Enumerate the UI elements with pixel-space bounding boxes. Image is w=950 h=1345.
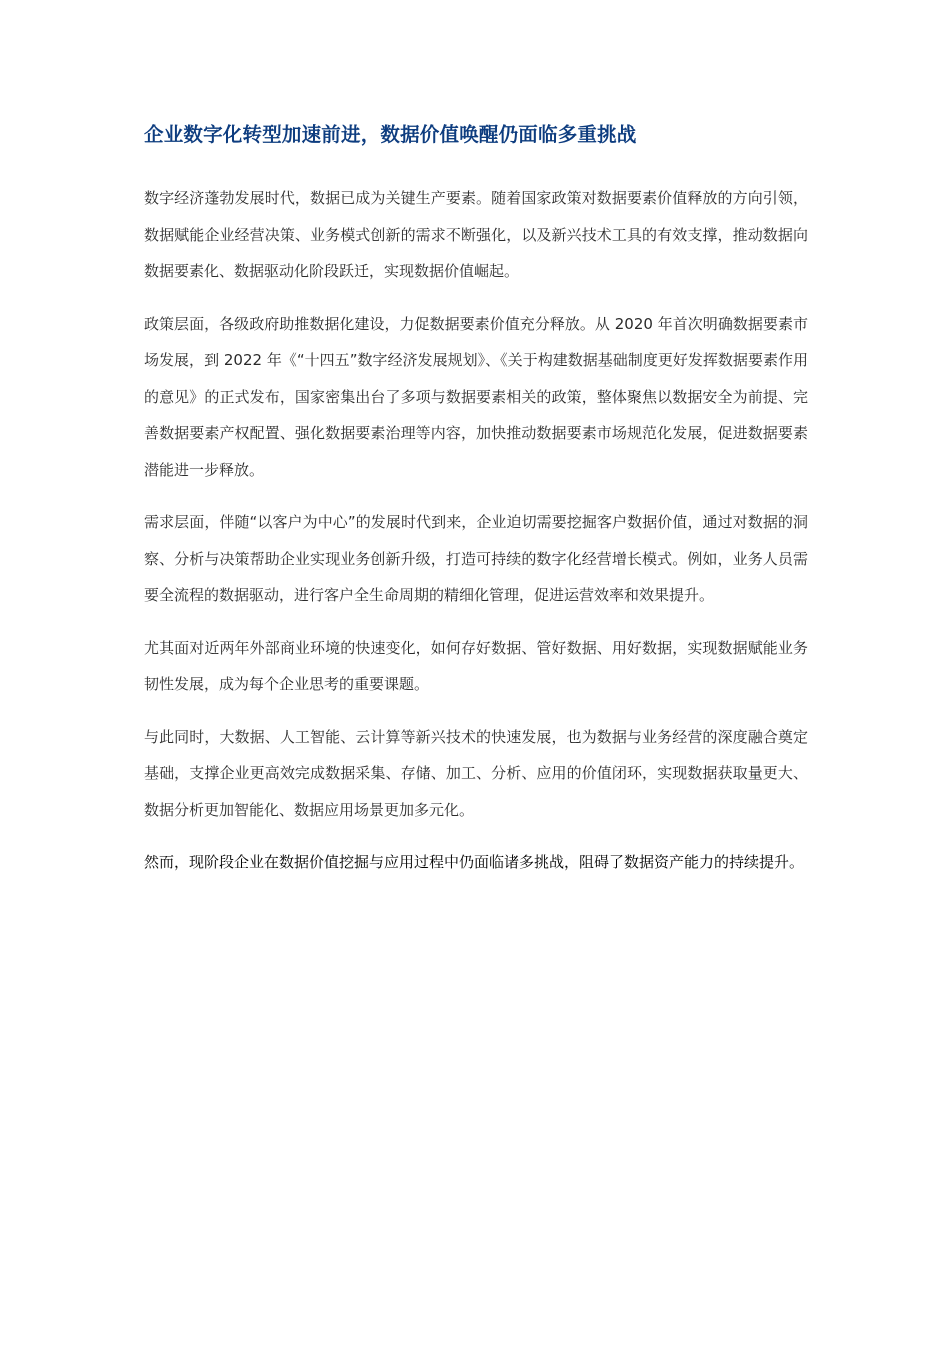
document-page bbox=[144, 118, 808, 897]
paragraph-environment: 尤其面对近两年外部商业环境的快速变化，如何存好数据、管好数据、用好数据，实现数据赋能业务韧性发展，成为每个企业思考的重要课题。 bbox=[144, 638, 808, 693]
paragraph-demand: 需求层面，伴随“以客户为中心”的发展时代到来，企业迫切需要挖掘客户数据价值，通过对数据的洞察、分析与决策帮助企业实现业务创新升级，打造可持续的数字化经营增长模式。例如，业务人员需要全流程的数据驱动，进行客户全生命周期的精细化管理，促进运营效率和效果提升。 bbox=[144, 513, 808, 604]
paragraph-policy: 政策层面，各级政府助推数据化建设，力促数据要素价值充分释放。从 2020 年首次明确数据要素市场发展，到 2022 年《“十四五”数字经济发展规划》、《关于构建数据基础制度更好发挥数据要素作用的意见》的正式发布，国家密集出台了多项与数据要素相关的政策，整体聚焦以数据安全为前提、完善数据要素产权配置、强化数据要素治理等内容，加快推动数据要素市场规范化发展，促进数据要素潜能进一步释放。 bbox=[144, 314, 808, 479]
paragraph-challenges: 然而，现阶段企业在数据价值挖掘与应用过程中仍面临诸多挑战，阻碍了数据资产能力的持续提升。 bbox=[144, 853, 805, 871]
page-title: 企业数字化转型加速前进，数据价值唤醒仍面临多重挑战 bbox=[144, 123, 637, 146]
paragraph-intro: 数字经济蓬勃发展时代，数据已成为关键生产要素。随着国家政策对数据要素价值释放的方向引领，数据赋能企业经营决策、业务模式创新的需求不断强化，以及新兴技术工具的有效支撑，推动数据向数据要素化、数据驱动化阶段跃迁，实现数据价值崛起。 bbox=[144, 189, 808, 280]
paragraph-technology: 与此同时，大数据、人工智能、云计算等新兴技术的快速发展，也为数据与业务经营的深度融合奠定基础，支撑企业更高效完成数据采集、存储、加工、分析、应用的价值闭环，实现数据获取量更大、数据分析更加智能化、数据应用场景更加多元化。 bbox=[144, 727, 808, 819]
